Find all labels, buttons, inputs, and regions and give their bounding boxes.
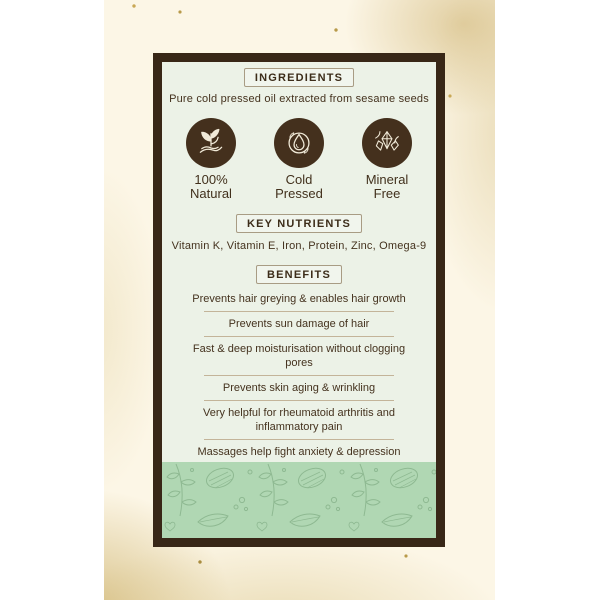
benefit-divider — [204, 400, 394, 401]
benefit-divider — [204, 311, 394, 312]
feature-label-cold-pressed: Cold Pressed — [275, 172, 323, 201]
product-info-card — [153, 53, 445, 547]
feature-label-mineral-free: Mineral Free — [365, 172, 409, 201]
benefit-item: Fast & deep moisturisation without clogging pores — [192, 343, 406, 369]
feature-badges — [175, 118, 423, 201]
key-nutrients-list: Vitamin K, Vitamin E, Iron, Protein, Zinc, Omega-9 — [171, 240, 427, 252]
benefit-item: Prevents hair greying & enables hair growth — [192, 293, 406, 305]
benefit-divider — [204, 439, 394, 440]
benefit-item: Prevents skin aging & wrinkling — [222, 382, 376, 394]
benefits-heading: BENEFITS — [256, 265, 342, 284]
feature-label-natural: 100% Natural — [190, 172, 232, 201]
benefit-item: Massages help fight anxiety & depression — [197, 446, 401, 458]
benefits-list — [162, 288, 436, 488]
botanical-pattern-band — [162, 462, 436, 538]
benefit-item: Prevents sun damage of hair — [228, 318, 370, 330]
card-content — [162, 62, 436, 538]
feature-natural — [175, 118, 247, 201]
ingredients-heading: INGREDIENTS — [244, 68, 354, 87]
key-nutrients-heading: KEY NUTRIENTS — [236, 214, 362, 233]
feature-mineral-free — [351, 118, 423, 201]
benefit-item: Very helpful for rheumatoid arthritis and inflammatory pain — [203, 407, 395, 433]
benefit-divider — [204, 375, 394, 376]
natural-icon — [186, 118, 236, 168]
cold-pressed-icon — [274, 118, 324, 168]
ingredients-description: Pure cold pressed oil extracted from sesame seeds — [169, 93, 429, 105]
feature-cold-pressed — [263, 118, 335, 201]
benefit-divider — [204, 336, 394, 337]
mineral-free-icon — [362, 118, 412, 168]
